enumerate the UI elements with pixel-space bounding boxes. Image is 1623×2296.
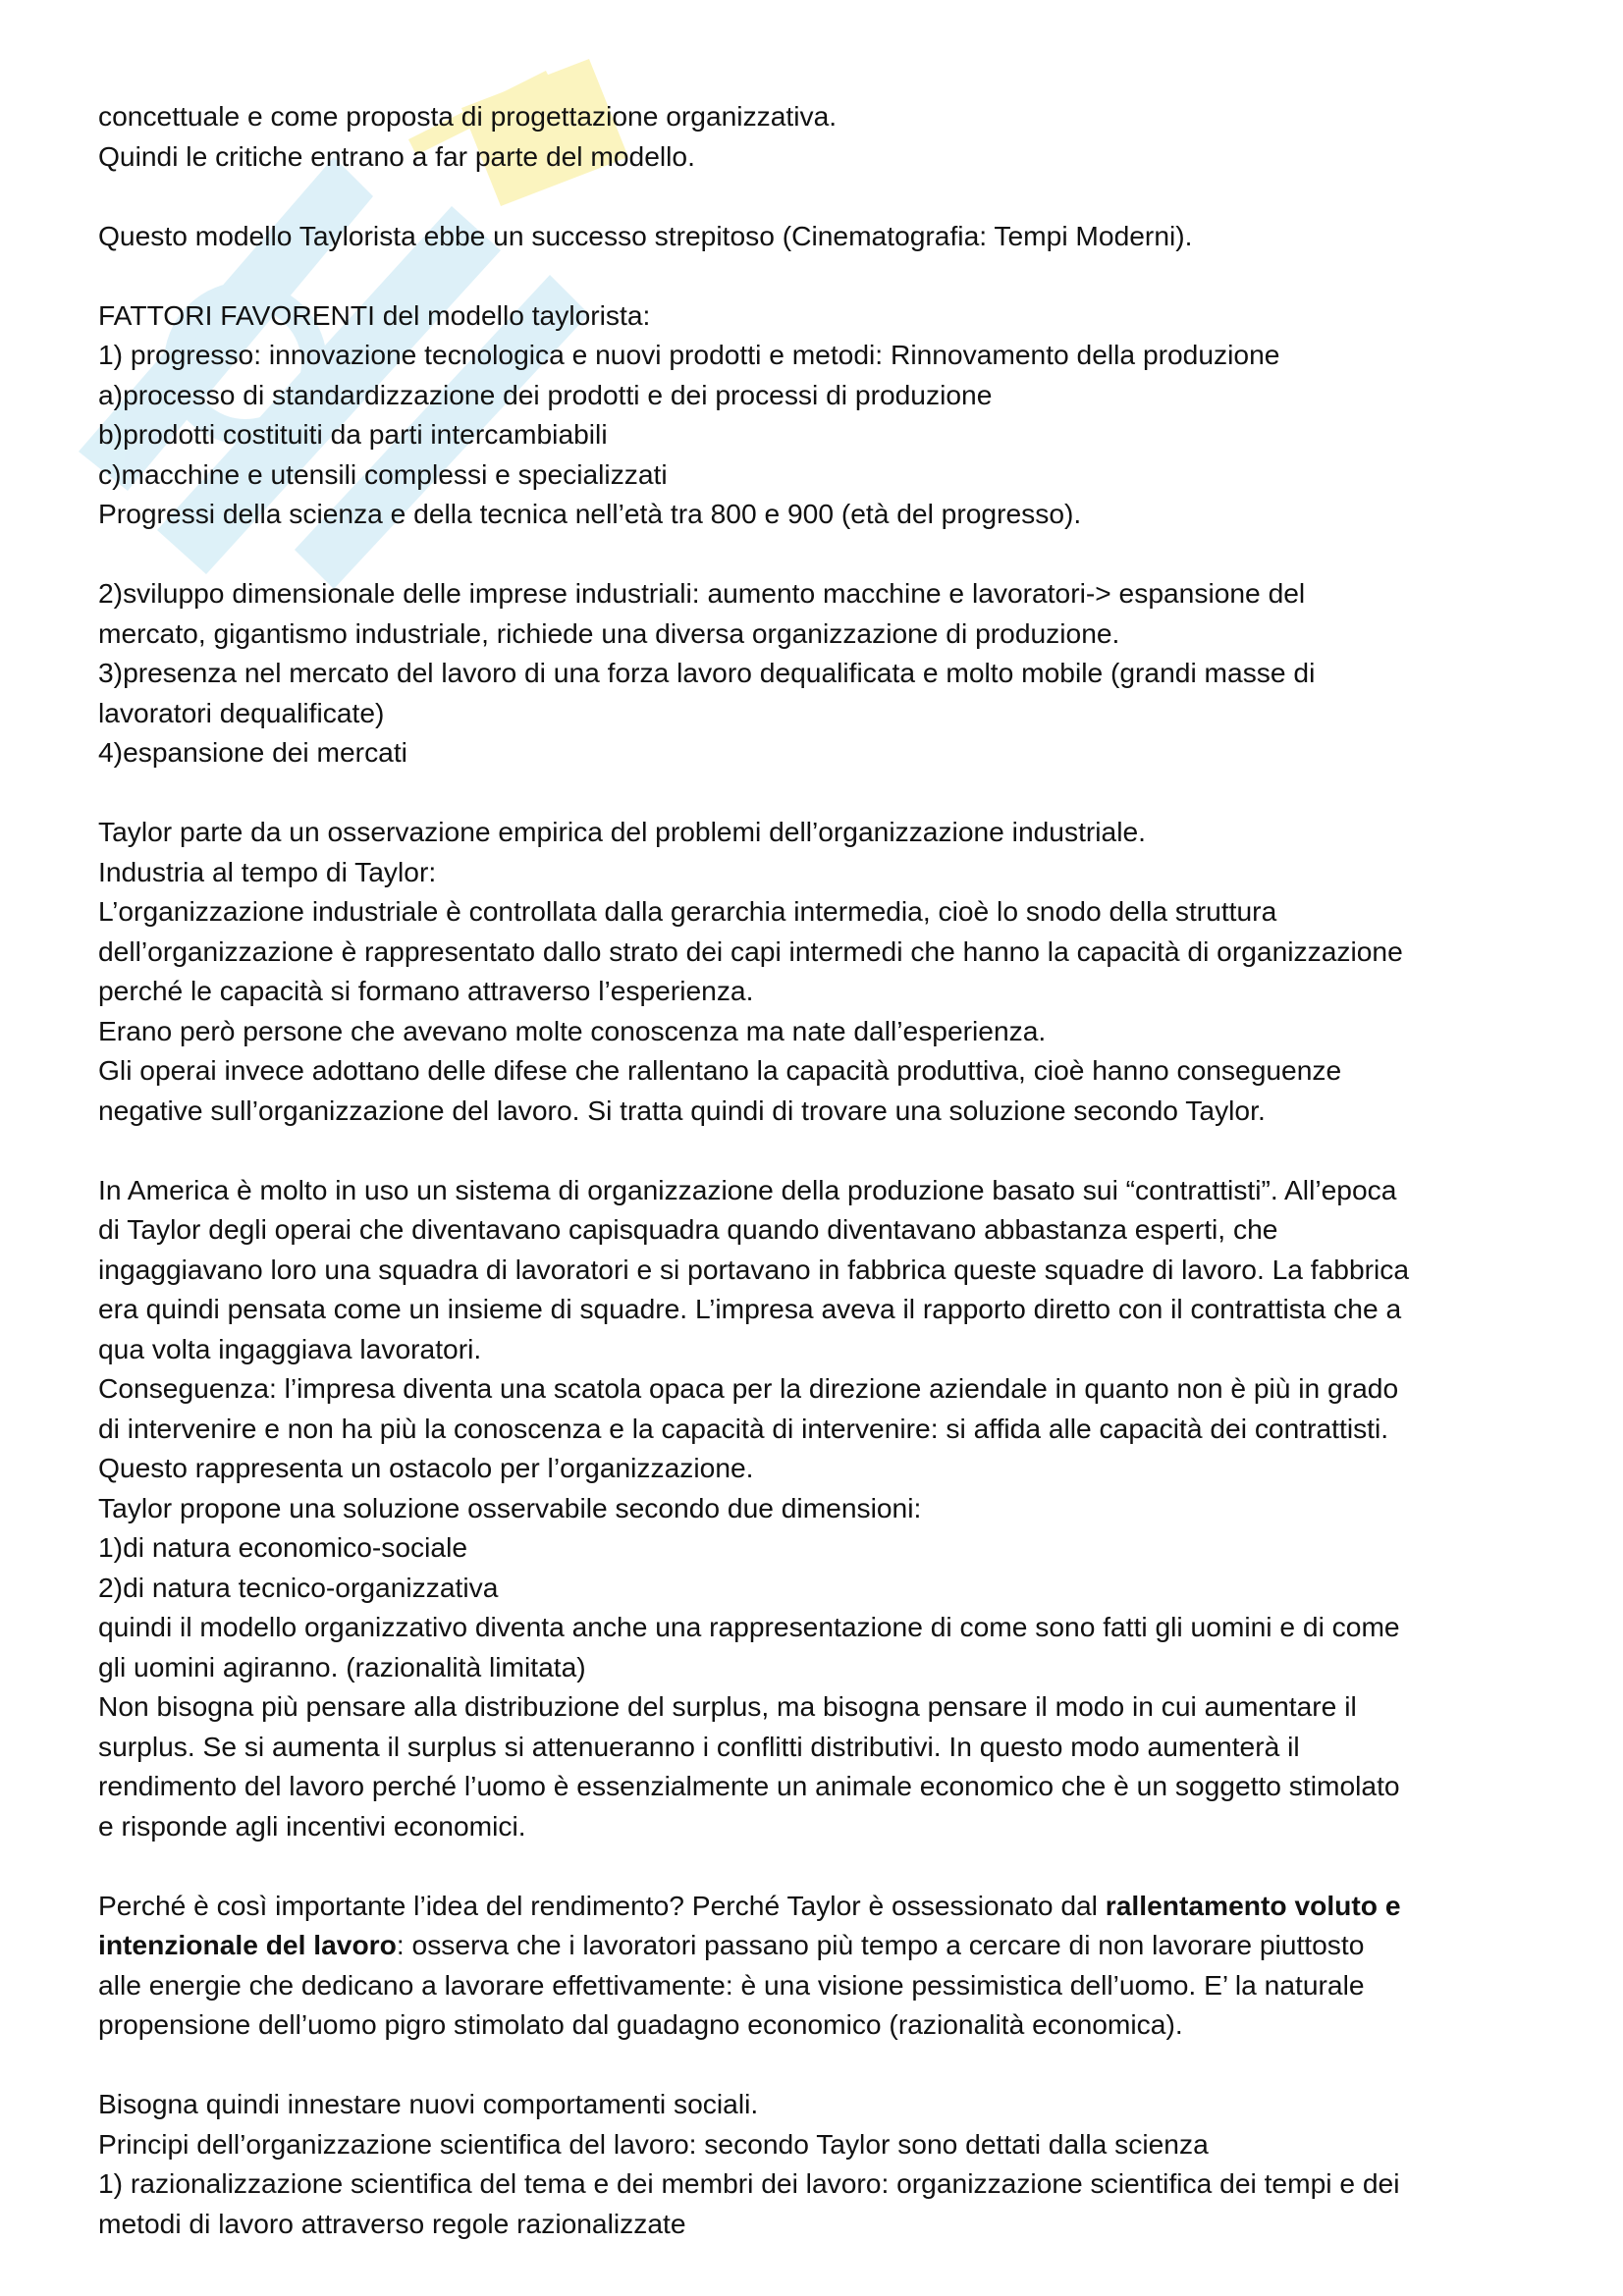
text-line: 1)di natura economico-sociale — [98, 1531, 468, 1563]
text-line: qua volta ingaggiava lavoratori. — [98, 1332, 482, 1364]
paragraph-gap — [98, 2045, 1542, 2085]
text-line: metodi di lavoro attraverso regole razionalizzate — [98, 2207, 686, 2239]
text-line: Questo modello Taylorista ebbe un successo strepitoso (Cinematografia: Tempi Moderni). — [98, 219, 1193, 251]
document-body — [98, 96, 1542, 2243]
text-line: Bisogna quindi innestare nuovi comportamenti sociali. — [98, 2088, 759, 2119]
text-segment: Perché è così importante l’idea del rendimento? Perché Taylor è ossessionato dal — [98, 1889, 1106, 1921]
text-line: lavoratori dequalificate) — [98, 696, 385, 728]
text-line: era quindi pensata come un insieme di squadre. L’impresa aveva il rapporto diretto con il contrattista che a — [98, 1293, 1402, 1324]
text-line: alle energie che dedicano a lavorare effettivamente: è una visione pessimistica dell’uomo. E’ la naturale — [98, 1968, 1365, 2001]
text-line: b)prodotti costituiti da parti intercambiabili — [98, 418, 608, 450]
paragraph-gap — [98, 1130, 1542, 1170]
text-segment: : osserva che i lavoratori passano più tempo a cercare di non lavorare piuttosto — [396, 1929, 1365, 1960]
paragraph-gap — [98, 534, 1542, 574]
text-line: perché le capacità si formano attraverso l’esperienza. — [98, 975, 754, 1006]
paragraph-gap — [98, 176, 1542, 216]
text-line: concettuale e come proposta di progettazione organizzativa. — [98, 100, 838, 132]
text-line: gli uomini agiranno. (razionalità limitata) — [98, 1650, 586, 1682]
text-line: negative sull’organizzazione del lavoro. Si tratta quindi di trovare una soluzione secondo Taylor. — [98, 1094, 1266, 1126]
text-line: propensione dell’uomo pigro stimolato dal guadagno economico (razionalità economica). — [98, 2008, 1183, 2040]
bold-emphasis: intenzionale del lavoro — [98, 1929, 397, 1960]
text-line: 1) razionalizzazione scientifica del tema e dei membri dei lavoro: organizzazione scientifica dei tempi e dei — [98, 2167, 1400, 2199]
text-line: Quindi le critiche entrano a far parte del modello. — [98, 139, 695, 172]
text-line — [98, 1845, 1542, 1886]
text-line: 1) progresso: innovazione tecnologica e nuovi prodotti e metodi: Rinnovamento della produzione — [98, 339, 1280, 370]
text-line: Taylor parte da un osservazione empirica del problemi dell’organizzazione industriale. — [98, 816, 1146, 847]
text-line: di Taylor degli operai che diventavano capisquadra quando diventavano abbastanza esperti, che — [98, 1213, 1278, 1245]
text-line: Erano però persone che avevano molte conoscenza ma nate dall’esperienza. — [98, 1014, 1047, 1046]
text-line: Gli operai invece adottano delle difese che rallentano la capacità produttiva, cioè hanno conseguenze — [98, 1054, 1342, 1086]
text-line-with-bold — [98, 1925, 1542, 1965]
text-line: 2)sviluppo dimensionale delle imprese industriali: aumento macchine e lavoratori-> espansione del — [98, 577, 1306, 609]
text-line: surplus. Se si aumenta il surplus si attenueranno i conflitti distributivi. In questo modo aumenterà il — [98, 1730, 1300, 1762]
text-line: Non bisogna più pensare alla distribuzione del surplus, ma bisogna pensare il modo in cui aumentare il — [98, 1690, 1357, 1722]
text-line: Principi dell’organizzazione scientifica del lavoro: secondo Taylor sono dettati dalla scienza — [98, 2127, 1209, 2160]
text-line: a)processo di standardizzazione dei prodotti e dei processi di produzione — [98, 378, 993, 410]
text-line: ingaggiavano loro una squadra di lavoratori e si portavano in fabbrica queste squadre di lavoro. La fabbrica — [98, 1253, 1410, 1285]
text-line: rendimento del lavoro perché l’uomo è essenzialmente un animale economico che è un soggetto stimolato — [98, 1770, 1400, 1801]
text-line: Conseguenza: l’impresa diventa una scatola opaca per la direzione aziendale in quanto non è più in grado — [98, 1372, 1399, 1404]
bold-emphasis: rallentamento voluto e — [1105, 1889, 1401, 1921]
text-line: Industria al tempo di Taylor: — [98, 855, 437, 887]
text-line: Taylor propone una soluzione osservabile secondo due dimensioni: — [98, 1491, 922, 1523]
text-line: Progressi della scienza e della tecnica nell’età tra 800 e 900 (età del progresso). — [98, 498, 1082, 529]
text-line: quindi il modello organizzativo diventa anche una rappresentazione di come sono fatti gli uomini e di come — [98, 1611, 1400, 1642]
text-line: c)macchine e utensili complessi e specializzati — [98, 457, 668, 490]
text-line: 4)espansione dei mercati — [98, 736, 407, 768]
text-line: L’organizzazione industriale è controllata dalla gerarchia intermedia, cioè lo snodo della struttura — [98, 895, 1277, 927]
text-line: mercato, gigantismo industriale, richiede una diversa organizzazione di produzione. — [98, 616, 1120, 649]
paragraph-gap — [98, 255, 1542, 295]
text-line: di intervenire e non ha più la conoscenza e la capacità di intervenire: si affida alle capacità dei contrattisti. — [98, 1412, 1389, 1444]
paragraph-gap — [98, 773, 1542, 813]
text-line: e risponde agli incentivi economici. — [98, 1809, 526, 1842]
text-line: Questo rappresenta un ostacolo per l’organizzazione. — [98, 1452, 754, 1483]
text-line: 2)di natura tecnico-organizzativa — [98, 1571, 499, 1603]
text-line: 3)presenza nel mercato del lavoro di una forza lavoro dequalificata e molto mobile (grandi masse di — [98, 657, 1316, 688]
text-line: dell’organizzazione è rappresentato dallo strato dei capi intermedi che hanno la capacità di organizzazione — [98, 934, 1403, 967]
text-line-with-bold — [98, 1886, 1542, 1926]
section-heading: FATTORI FAVORENTI del modello taylorista: — [98, 298, 651, 331]
text-line: In America è molto in uso un sistema di organizzazione della produzione basato sui “contrattisti”. All’epoca — [98, 1173, 1397, 1205]
